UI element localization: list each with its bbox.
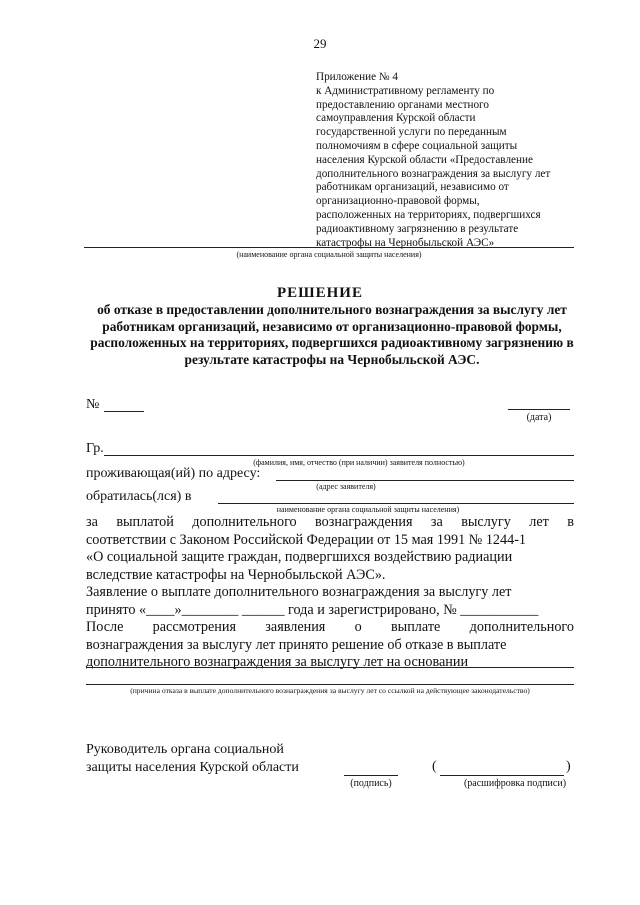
applied-caption: наименование органа социальной защиты населения) xyxy=(276,505,460,514)
appendix-line: самоуправления Курской области xyxy=(316,112,476,125)
organ-name-line xyxy=(84,247,574,248)
appendix-line: катастрофы на Чернобыльской АЭС» xyxy=(316,236,495,249)
word: вознаграждения xyxy=(315,514,413,530)
appendix-line: к Административному регламенту по xyxy=(316,84,495,97)
address-caption: (адрес заявителя) xyxy=(316,482,376,491)
organ-caption: (наименование органа социальной защиты населения) xyxy=(236,250,422,259)
body-line-4: вследствие катастрофы на Чернобыльской АЭС». xyxy=(86,566,386,583)
number-label: № xyxy=(86,397,100,412)
bracket-open: ( xyxy=(432,759,437,774)
body-line-5: Заявление о выплате дополнительного вознаграждения за выслугу лет xyxy=(86,584,512,600)
number-line xyxy=(104,411,144,412)
word: заявления xyxy=(265,619,326,635)
word: лет xyxy=(529,514,549,530)
appendix-block xyxy=(316,71,576,250)
appendix-line: Приложение № 4 xyxy=(316,71,398,83)
appendix-line: организационно-правовой формы, xyxy=(316,195,480,208)
appendix-line: предоставлению органами местного xyxy=(316,98,489,111)
word: дополнительного xyxy=(192,514,297,530)
word: рассмотрения xyxy=(152,619,237,635)
document-subtitle: об отказе в предоставлении дополнительного вознаграждения за выслугу лет работникам организаций, независимо от организационно-правовой формы, расположенных на территориях, подвергшихся радиоактивному загрязнению в результате катастрофы на Чернобыльской АЭС. xyxy=(90,302,574,367)
page-number: 29 xyxy=(313,36,327,51)
fio-caption: (фамилия, имя, отчество (при наличии) заявителя полностью) xyxy=(253,458,465,467)
body-line-7 xyxy=(86,619,574,637)
word: выслугу xyxy=(461,514,511,530)
citizen-label: Гр. xyxy=(86,441,104,456)
word: выплатой xyxy=(116,514,174,530)
word: за xyxy=(86,514,98,530)
word: в xyxy=(567,514,574,530)
appendix-line: дополнительного вознаграждения за выслугу лет xyxy=(316,167,551,180)
word: дополнительного xyxy=(469,619,574,635)
body-line-1 xyxy=(86,514,574,532)
reason-line-2 xyxy=(86,684,574,685)
body-line-9: дополнительного вознаграждения за выслугу лет на основании xyxy=(86,654,469,670)
sign-line xyxy=(344,775,398,776)
reason-line-1 xyxy=(86,667,574,668)
date-line xyxy=(508,409,570,410)
word: выплате xyxy=(390,619,441,635)
sign-caption: (подпись) xyxy=(350,778,392,789)
address-line xyxy=(276,480,574,481)
word: После xyxy=(86,619,124,635)
body-line-3: «О социальной защите граждан, подвергшихся воздействию радиации xyxy=(86,549,513,565)
applied-label: обратилась(лся) в xyxy=(86,489,192,504)
body-line-2: соответствии с Законом Российской Федерации от 15 мая 1991 № 1244-1 xyxy=(86,531,527,548)
body-text xyxy=(86,514,574,672)
appendix-line: работникам организаций, независимо от xyxy=(316,181,509,194)
decode-caption: (расшифровка подписи) xyxy=(463,778,567,789)
word: за xyxy=(430,514,443,530)
signature-line-2: защиты населения Курской области xyxy=(86,760,299,775)
fio-line xyxy=(104,455,574,456)
document-title: РЕШЕНИЕ xyxy=(277,285,363,301)
body-line-8: вознаграждения за выслугу лет принято решение об отказе в выплате xyxy=(86,636,507,653)
appendix-line: государственной услуги по переданным xyxy=(316,126,507,139)
appendix-line: радиоактивному загрязнению в результате xyxy=(316,222,519,235)
bracket-close: ) xyxy=(566,759,571,774)
body-line-6: принято «____»________ ______ года и зарегистрировано, № ___________ xyxy=(86,601,539,618)
applied-line xyxy=(218,503,574,504)
date-caption: (дата) xyxy=(526,412,552,423)
appendix-line: населения Курской области «Предоставление xyxy=(316,153,533,166)
appendix-line: расположенных на территориях, подвергшихся xyxy=(316,208,541,221)
decode-line xyxy=(440,775,564,776)
address-label: проживающая(ий) по адресу: xyxy=(86,466,261,481)
signature-line-1: Руководитель органа социальной xyxy=(86,742,284,757)
word: о xyxy=(354,619,362,635)
reason-caption: (причина отказа в выплате дополнительного вознаграждения за выслугу лет со ссылкой на действующее законодательство) xyxy=(130,686,530,695)
appendix-line: полномочиям в сфере социальной защиты xyxy=(316,139,518,152)
